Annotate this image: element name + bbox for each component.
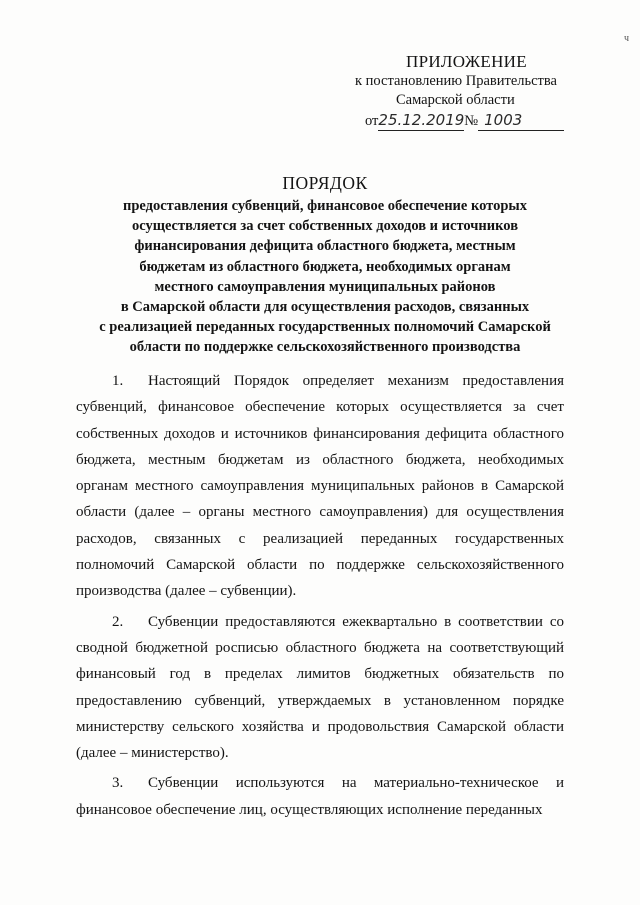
paragraph-2	[76, 609, 564, 767]
document-body	[76, 368, 564, 827]
paragraph-text: Субвенции предоставляются ежеквартально в соответствии со сводной бюджетной росписью областного бюджета на соответствующий финансовый год в пределах лимитов бюджетных обязательств по предоставлению субвенций, утверждаемых в установленном порядке министерству сельского хозяйства и продовольствия Самарской области (далее – министерство).	[76, 613, 564, 762]
appendix-line-region: Самарской области	[396, 92, 515, 108]
stray-mark: ч	[624, 33, 630, 44]
handwritten-number: 1003	[478, 110, 564, 131]
subtitle-line: области по поддержке сельскохозяйственного производства	[129, 339, 521, 356]
paragraph-text: Настоящий Порядок определяет механизм предоставления субвенций, финансовое обеспечение которых осуществляется за счет собственных доходов и источников финансирования дефицита областного бюджета, местным бюджетам из областного бюджета, необходимых органам местного самоуправления муниципальных районов в Самарской области (далее – органы местного самоуправления) для осуществления расходов, связанных с реализацией переданных государственных полномочий Самарской области по поддержке сельскохозяйственного производства (далее – субвенции).	[76, 373, 564, 600]
subtitle-line: бюджетам из областного бюджета, необходимых органам	[139, 258, 511, 275]
appendix-line-resolution: к постановлению Правительства	[355, 73, 557, 89]
appendix-date-row	[365, 110, 585, 131]
paragraph-1	[76, 368, 564, 605]
subtitle-line: финансирования дефицита областного бюджета, местным	[134, 238, 516, 255]
paragraph-number: 2.	[112, 613, 124, 630]
subtitle-line: местного самоуправления муниципальных районов	[154, 278, 496, 295]
appendix-title: ПРИЛОЖЕНИЕ	[406, 52, 527, 71]
paragraph-text: Субвенции используются на материально-техническое и финансовое обеспечение лиц, осуществляющих исполнение переданных	[76, 775, 564, 818]
document-title: ПОРЯДОК	[282, 173, 368, 193]
date-prefix: от	[365, 113, 379, 129]
appendix-block	[355, 52, 585, 131]
handwritten-date: 25.12.2019	[378, 111, 465, 129]
subtitle-line: осуществляется за счет собственных доходов и источников	[131, 218, 519, 235]
number-prefix: №	[464, 113, 479, 129]
document-subtitle	[60, 196, 590, 358]
paragraph-number: 3.	[112, 775, 124, 792]
paragraph-number: 1.	[112, 373, 124, 389]
paragraph-3	[76, 770, 564, 823]
subtitle-line: в Самарской области для осуществления расходов, связанных	[120, 299, 530, 316]
document-heading	[60, 172, 590, 358]
subtitle-line: с реализацией переданных государственных полномочий Самарской	[99, 319, 551, 336]
subtitle-line: предоставления субвенций, финансовое обеспечение которых	[122, 198, 528, 214]
